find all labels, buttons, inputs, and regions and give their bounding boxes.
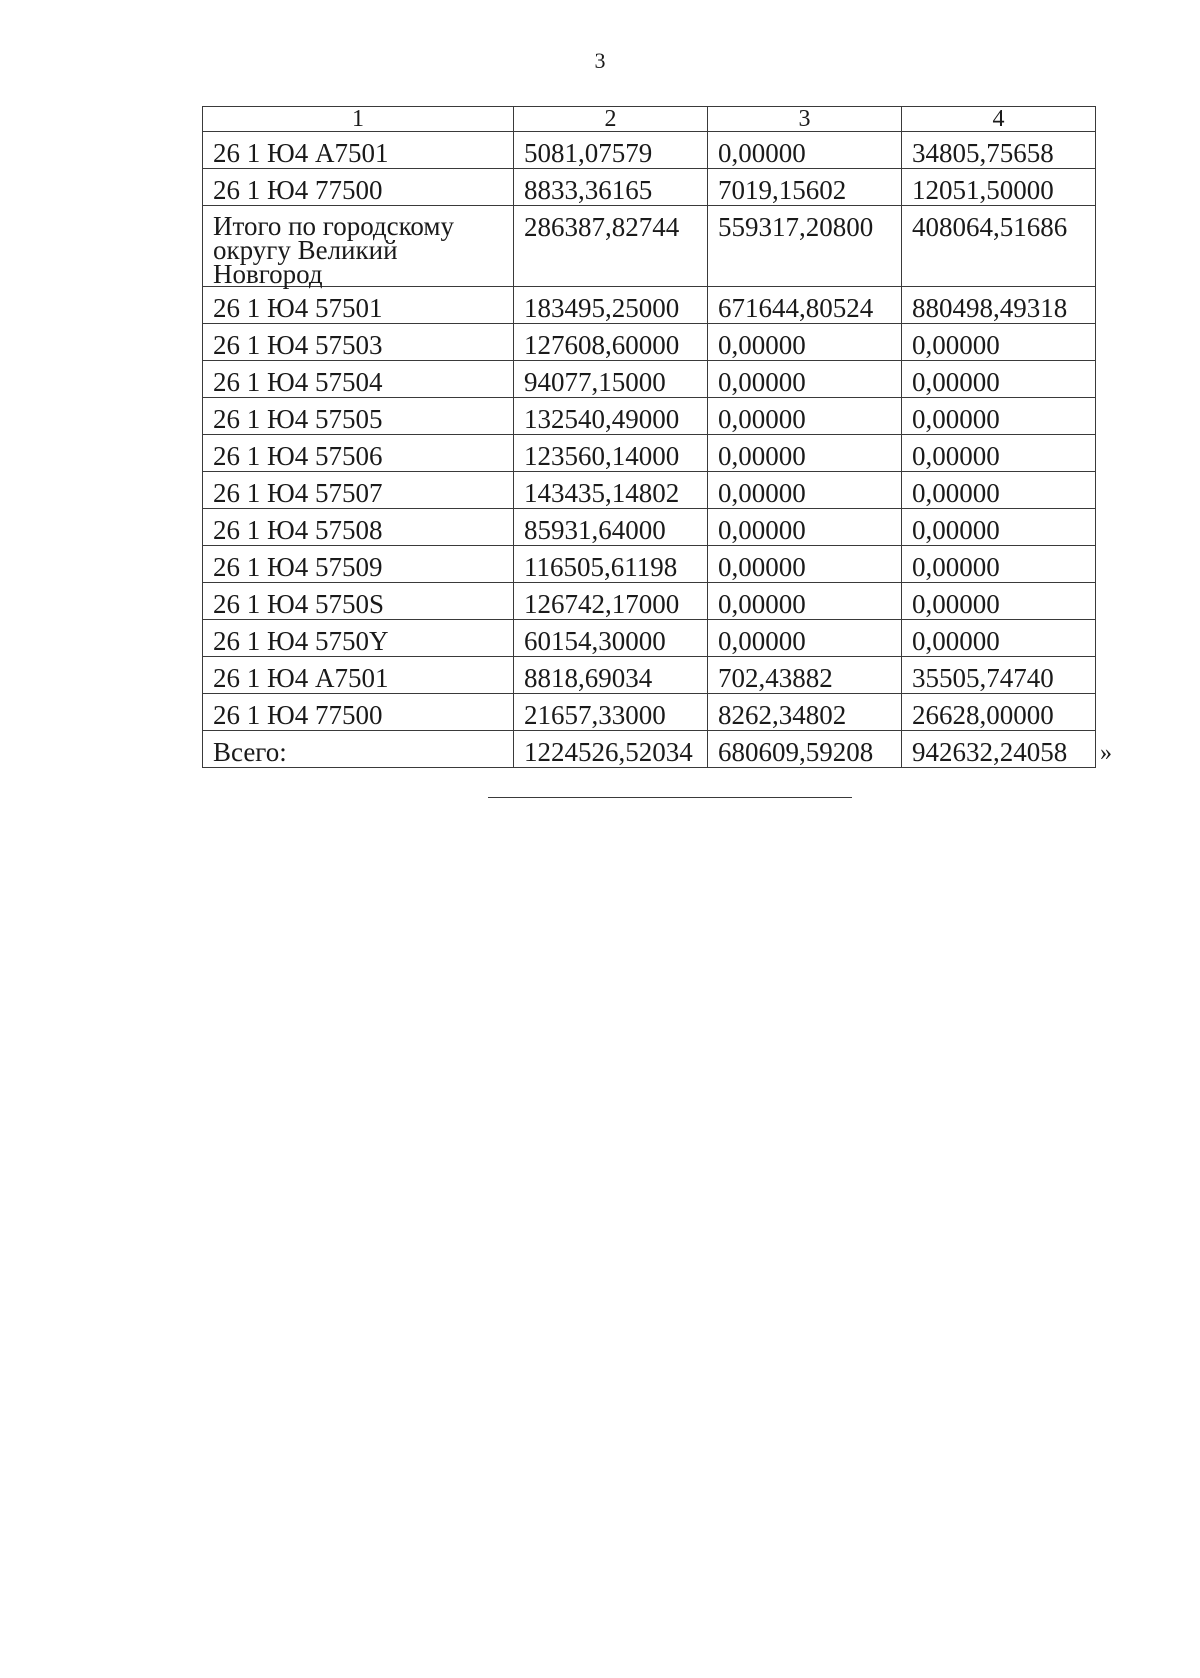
amount-col2-cell: 8818,69034 bbox=[514, 657, 708, 694]
amount-col2-cell: 60154,30000 bbox=[514, 620, 708, 657]
row-label: Итого по городскому округу Великий Новгород bbox=[213, 211, 454, 289]
code-cell: 26 1 Ю4 77500 bbox=[203, 694, 514, 731]
amount-col2-cell: 123560,14000 bbox=[514, 435, 708, 472]
code-cell: 26 1 Ю4 77500 bbox=[203, 169, 514, 206]
amount-col4-cell: 0,00000 bbox=[902, 435, 1096, 472]
table-row bbox=[203, 169, 1096, 206]
amount-col3-cell: 0,00000 bbox=[708, 132, 902, 169]
header-cell-2: 2 bbox=[514, 107, 708, 132]
table-row bbox=[203, 361, 1096, 398]
closing-quote: » bbox=[1100, 740, 1112, 766]
table-row bbox=[203, 206, 1096, 287]
amount-col2-cell: 126742,17000 bbox=[514, 583, 708, 620]
code-cell: 26 1 Ю4 57507 bbox=[203, 472, 514, 509]
code-cell: 26 1 Ю4 A7501 bbox=[203, 132, 514, 169]
amount-col3-cell: 0,00000 bbox=[708, 509, 902, 546]
code-cell: 26 1 Ю4 57506 bbox=[203, 435, 514, 472]
amount-col3-cell: 0,00000 bbox=[708, 324, 902, 361]
code-cell: Всего: bbox=[203, 731, 514, 768]
table-row bbox=[203, 546, 1096, 583]
amount-col2-cell: 286387,82744 bbox=[514, 206, 708, 287]
code-cell: 26 1 Ю4 57504 bbox=[203, 361, 514, 398]
amount-col3-cell: 671644,80524 bbox=[708, 287, 902, 324]
amount-col2-cell: 21657,33000 bbox=[514, 694, 708, 731]
amount-col3-cell: 0,00000 bbox=[708, 435, 902, 472]
amount-col2-cell: 143435,14802 bbox=[514, 472, 708, 509]
amount-col2-cell: 85931,64000 bbox=[514, 509, 708, 546]
table-row bbox=[203, 583, 1096, 620]
amount-col2-cell: 94077,15000 bbox=[514, 361, 708, 398]
amount-col4-cell: 880498,49318 bbox=[902, 287, 1096, 324]
amount-col4-cell: 34805,75658 bbox=[902, 132, 1096, 169]
amount-col2-cell: 1224526,52034 bbox=[514, 731, 708, 768]
table-row bbox=[203, 694, 1096, 731]
amount-col2-cell: 127608,60000 bbox=[514, 324, 708, 361]
amount-col3-cell: 680609,59208 bbox=[708, 731, 902, 768]
amount-col4-cell: 0,00000 bbox=[902, 546, 1096, 583]
amount-col3-cell: 0,00000 bbox=[708, 361, 902, 398]
amount-col3-cell: 0,00000 bbox=[708, 546, 902, 583]
amount-col2-cell: 132540,49000 bbox=[514, 398, 708, 435]
amount-col3-cell: 0,00000 bbox=[708, 620, 902, 657]
amount-col4-cell: 942632,24058 bbox=[902, 731, 1096, 768]
table-row bbox=[203, 398, 1096, 435]
header-cell-1: 1 bbox=[203, 107, 514, 132]
amount-col4-cell: 26628,00000 bbox=[902, 694, 1096, 731]
table-row bbox=[203, 657, 1096, 694]
amount-col4-cell: 12051,50000 bbox=[902, 169, 1096, 206]
table-row bbox=[203, 324, 1096, 361]
table-row bbox=[203, 287, 1096, 324]
budget-table bbox=[202, 106, 1096, 768]
end-rule bbox=[488, 797, 852, 798]
table-row bbox=[203, 132, 1096, 169]
code-cell: 26 1 Ю4 5750S bbox=[203, 583, 514, 620]
table-row bbox=[203, 472, 1096, 509]
code-cell bbox=[203, 206, 514, 287]
amount-col4-cell: 35505,74740 bbox=[902, 657, 1096, 694]
table-row bbox=[203, 509, 1096, 546]
amount-col2-cell: 8833,36165 bbox=[514, 169, 708, 206]
amount-col4-cell: 0,00000 bbox=[902, 324, 1096, 361]
table-header-row bbox=[203, 107, 1096, 132]
amount-col4-cell: 0,00000 bbox=[902, 620, 1096, 657]
code-cell: 26 1 Ю4 57508 bbox=[203, 509, 514, 546]
table-row bbox=[203, 731, 1096, 768]
code-cell: 26 1 Ю4 57505 bbox=[203, 398, 514, 435]
amount-col3-cell: 0,00000 bbox=[708, 472, 902, 509]
amount-col4-cell: 0,00000 bbox=[902, 361, 1096, 398]
table-row bbox=[203, 435, 1096, 472]
amount-col4-cell: 0,00000 bbox=[902, 398, 1096, 435]
code-cell: 26 1 Ю4 5750Y bbox=[203, 620, 514, 657]
amount-col2-cell: 116505,61198 bbox=[514, 546, 708, 583]
table-row bbox=[203, 620, 1096, 657]
code-cell: 26 1 Ю4 57503 bbox=[203, 324, 514, 361]
amount-col3-cell: 8262,34802 bbox=[708, 694, 902, 731]
amount-col3-cell: 702,43882 bbox=[708, 657, 902, 694]
budget-table-body bbox=[203, 107, 1096, 768]
header-cell-3: 3 bbox=[708, 107, 902, 132]
header-cell-4: 4 bbox=[902, 107, 1096, 132]
code-cell: 26 1 Ю4 57501 bbox=[203, 287, 514, 324]
amount-col4-cell: 0,00000 bbox=[902, 509, 1096, 546]
budget-table-container bbox=[202, 106, 1096, 768]
amount-col2-cell: 5081,07579 bbox=[514, 132, 708, 169]
code-cell: 26 1 Ю4 57509 bbox=[203, 546, 514, 583]
amount-col4-cell: 408064,51686 bbox=[902, 206, 1096, 287]
amount-col3-cell: 559317,20800 bbox=[708, 206, 902, 287]
amount-col3-cell: 0,00000 bbox=[708, 398, 902, 435]
amount-col4-cell: 0,00000 bbox=[902, 472, 1096, 509]
code-cell: 26 1 Ю4 A7501 bbox=[203, 657, 514, 694]
amount-col3-cell: 7019,15602 bbox=[708, 169, 902, 206]
amount-col3-cell: 0,00000 bbox=[708, 583, 902, 620]
amount-col4-cell: 0,00000 bbox=[902, 583, 1096, 620]
amount-col2-cell: 183495,25000 bbox=[514, 287, 708, 324]
page-number: 3 bbox=[594, 48, 606, 73]
